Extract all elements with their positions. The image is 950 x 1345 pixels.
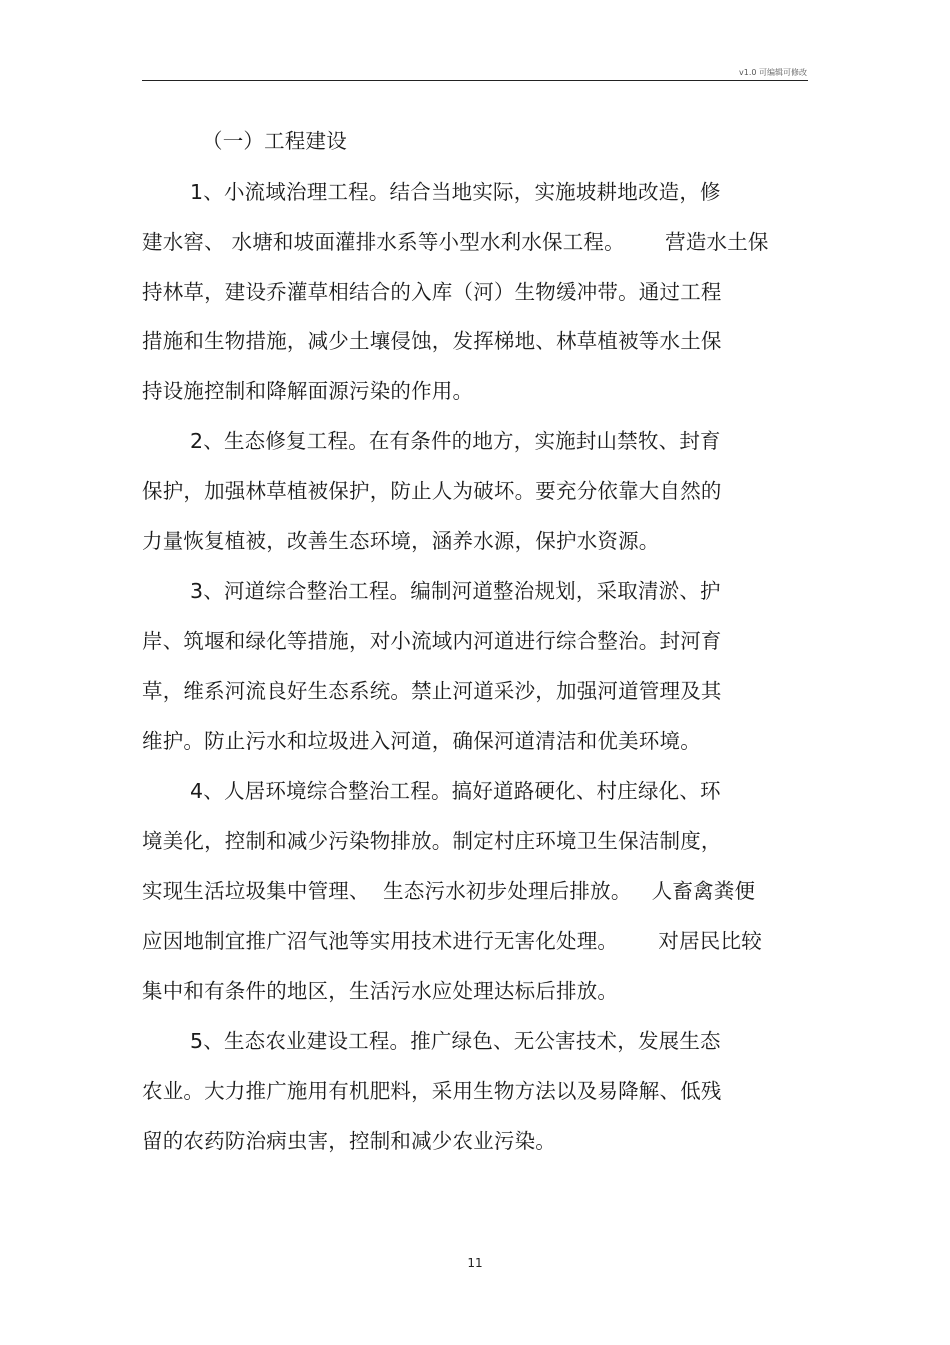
paragraph-line: 1、小流域治理工程。结合当地实际，实施坡耕地改造，修 bbox=[190, 180, 721, 204]
paragraph-line: 草，维系河流良好生态系统。禁止河道采沙，加强河道管理及其 bbox=[142, 679, 722, 703]
paragraph-line: 措施和生物措施，减少土壤侵蚀，发挥梯地、林草植被等水土保 bbox=[142, 329, 722, 353]
paragraph-line: 保护，加强林草植被保护，防止人为破坏。要充分依靠大自然的 bbox=[142, 479, 722, 503]
paragraph-line: 实现生活垃圾集中管理、 生态污水初步处理后排放。 人畜禽粪便 bbox=[142, 879, 756, 903]
header-note: v1.0 可编辑可修改 bbox=[739, 68, 807, 77]
paragraph-line: 持林草，建设乔灌草相结合的入库（河）生物缓冲带。通过工程 bbox=[142, 280, 722, 304]
paragraph-line: 维护。防止污水和垃圾进入河道，确保河道清洁和优美环境。 bbox=[142, 729, 701, 753]
page-number: 11 bbox=[467, 1256, 483, 1270]
paragraph-line: 2、生态修复工程。在有条件的地方，实施封山禁牧、封育 bbox=[190, 429, 721, 453]
paragraph-line: 持设施控制和降解面源污染的作用。 bbox=[142, 379, 474, 403]
paragraph-line: 3、河道综合整治工程。编制河道整治规划，采取清淤、护 bbox=[190, 579, 721, 603]
paragraph-line: 境美化，控制和减少污染物排放。制定村庄环境卫生保洁制度， bbox=[142, 829, 722, 853]
section-heading: （一）工程建设 bbox=[202, 129, 347, 153]
paragraph-line: 建水窖、 水塘和坡面灌排水系等小型水利水保工程。 营造水土保 bbox=[142, 230, 769, 254]
paragraph-line: 农业。大力推广施用有机肥料，采用生物方法以及易降解、低残 bbox=[142, 1079, 722, 1103]
paragraph-line: 应因地制宜推广沼气池等实用技术进行无害化处理。 对居民比较 bbox=[142, 929, 762, 953]
paragraph-line: 岸、筑堰和绿化等措施，对小流域内河道进行综合整治。封河育 bbox=[142, 629, 722, 653]
paragraph-line: 留的农药防治病虫害，控制和减少农业污染。 bbox=[142, 1129, 556, 1153]
paragraph-line: 集中和有条件的地区，生活污水应处理达标后排放。 bbox=[142, 979, 619, 1003]
paragraph-line: 5、生态农业建设工程。推广绿色、无公害技术，发展生态 bbox=[190, 1029, 721, 1053]
header-rule bbox=[142, 80, 808, 81]
paragraph-line: 4、人居环境综合整治工程。搞好道路硬化、村庄绿化、环 bbox=[190, 779, 721, 803]
paragraph-line: 力量恢复植被，改善生态环境，涵养水源，保护水资源。 bbox=[142, 529, 660, 553]
